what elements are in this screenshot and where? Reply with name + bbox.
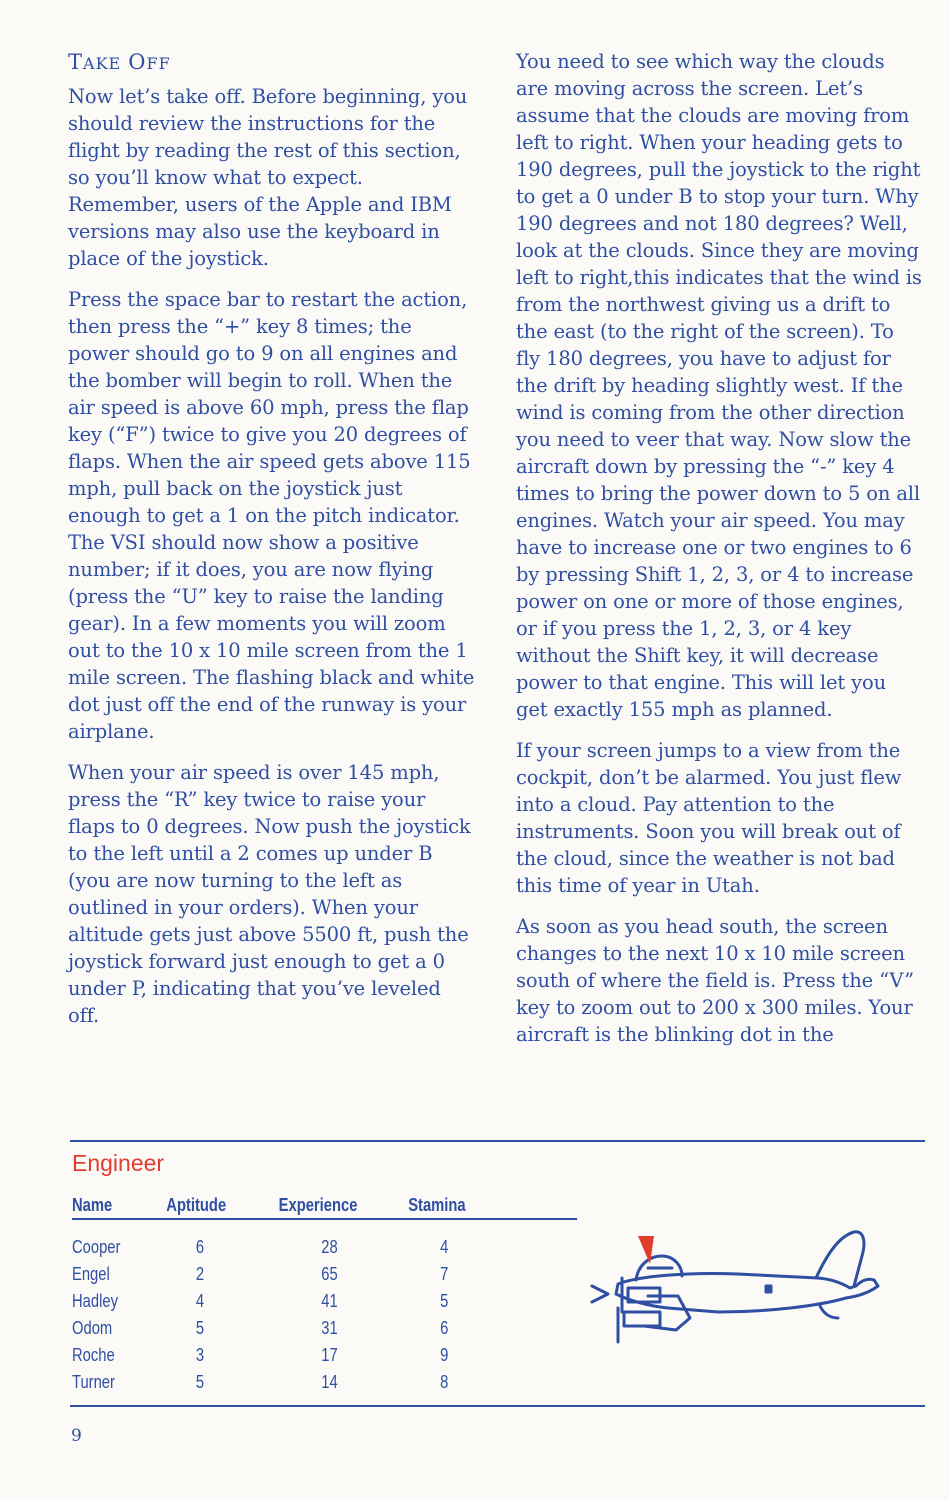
crew-title: Engineer — [72, 1150, 165, 1176]
cell-name: Roche — [72, 1345, 115, 1365]
heading-rest-ake: AKE — [83, 54, 122, 73]
crew-top-rule — [70, 1140, 925, 1142]
table-row — [72, 1315, 577, 1342]
cell-aptitude: 4 — [195, 1291, 205, 1311]
cell-stamina: 9 — [440, 1345, 449, 1365]
section-heading — [68, 48, 476, 78]
paragraph: If your screen jumps to a view from the cockpit, don’t be alarmed. You just flew into a cloud. Pay attention to the instruments. Soon you will break out of the cloud, since the weather is not bad this time of year in Utah. — [516, 739, 902, 897]
paragraph: When your air speed is over 145 mph, press the “R” key twice to raise your flaps to 0 degrees. Now push the joystick to the left until a 2 comes up under B (you are now turning to the left as outlined in your orders). When your altitude gets just above 5500 ft, push the joystick forward just enough to get a 0 under P, indicating that you’ve leveled off. — [68, 761, 471, 1027]
crew-table-header — [72, 1192, 577, 1220]
cell-experience: 28 — [321, 1237, 338, 1257]
cell-name: Turner — [72, 1372, 115, 1392]
header-stamina: Stamina — [408, 1195, 466, 1215]
cell-aptitude: 2 — [195, 1264, 205, 1284]
left-column — [68, 48, 476, 1043]
heading-rest-ff: FF — [146, 54, 171, 73]
table-row — [72, 1234, 577, 1261]
cell-aptitude: 3 — [195, 1345, 205, 1365]
cell-experience: 14 — [321, 1372, 338, 1392]
crew-table — [72, 1192, 577, 1396]
cell-experience: 31 — [321, 1318, 338, 1338]
cell-stamina: 5 — [440, 1291, 449, 1311]
page-number: 9 — [71, 1426, 82, 1446]
cell-experience: 41 — [321, 1291, 338, 1311]
cell-experience: 65 — [321, 1264, 338, 1284]
table-row — [72, 1369, 577, 1396]
paragraph: As soon as you head south, the screen changes to the next 10 x 10 mile screen south of where the field is. Press the “V” key to zoom out to 200 x 300 miles. Your aircraft is the blinking dot in the — [516, 915, 914, 1046]
crew-table-body — [72, 1234, 577, 1396]
cell-experience: 17 — [321, 1345, 338, 1365]
cell-stamina: 4 — [440, 1237, 449, 1257]
heading-initial-o: O — [128, 50, 147, 74]
cell-stamina: 6 — [440, 1318, 449, 1338]
b17-bomber-icon — [578, 1222, 890, 1348]
right-column — [516, 48, 922, 1062]
header-name: Name — [72, 1195, 113, 1215]
header-aptitude: Aptitude — [166, 1195, 227, 1215]
cell-aptitude: 5 — [195, 1372, 205, 1392]
table-row — [72, 1261, 577, 1288]
cell-aptitude: 5 — [195, 1318, 205, 1338]
cell-name: Odom — [72, 1318, 113, 1338]
header-experience: Experience — [278, 1195, 358, 1215]
table-row — [72, 1342, 577, 1369]
heading-initial-t: T — [68, 50, 84, 74]
cell-name: Engel — [72, 1264, 110, 1284]
table-row — [72, 1288, 577, 1315]
paragraph: Press the space bar to restart the action, then press the “+” key 8 times; the power should go to 9 on all engines and the bomber will begin to roll. When the air speed is above 60 mph, press the flap key (“F”) twice to give you 20 degrees of flaps. When the air speed gets above 115 mph, pull back on the joystick just enough to get a 1 on the pitch indicator. The VSI should now show a positive number; if it does, you are now flying (press the “U” key to raise the landing gear). In a few moments you will zoom out to the 10 x 10 mile screen from the 1 mile screen. The flashing black and white dot just off the end of the runway is your airplane. — [68, 288, 475, 743]
crew-bottom-rule — [70, 1405, 925, 1407]
cell-aptitude: 6 — [195, 1237, 205, 1257]
cell-name: Hadley — [72, 1291, 118, 1311]
paragraph: You need to see which way the clouds are moving across the screen. Let’s assume that the clouds are moving from left to right. When your heading gets to 190 degrees, pull the joystick to the right to get a 0 under B to stop your turn. Why 190 degrees and not 180 degrees? Well, look at the clouds. Since they are moving left to right,this indicates that the wind is from the northwest giving us a drift to the east (to the right of the screen). To fly 180 degrees, you have to adjust for the drift by heading slightly west. If the wind is coming from the other direction you need to veer that way. Now slow the aircraft down by pressing the “-” key 4 times to bring the power down to 5 on all engines. Watch your air speed. You may have to increase one or two engines to 6 by pressing Shift 1, 2, 3, or 4 to increase power on one or more of those engines, or if you press the 1, 2, 3, or 4 key without the Shift key, it will decrease power to that engine. This will let you get exactly 155 mph as planned. — [516, 50, 922, 721]
cell-stamina: 8 — [440, 1372, 449, 1392]
cell-name: Cooper — [72, 1237, 121, 1257]
cell-stamina: 7 — [440, 1264, 449, 1284]
paragraph: Now let’s take off. Before beginning, you should review the instructions for the flight by reading the rest of this section, so you’ll know what to expect. Remember, users of the Apple and IBM versions may also use the keyboard in place of the joystick. — [68, 85, 468, 270]
